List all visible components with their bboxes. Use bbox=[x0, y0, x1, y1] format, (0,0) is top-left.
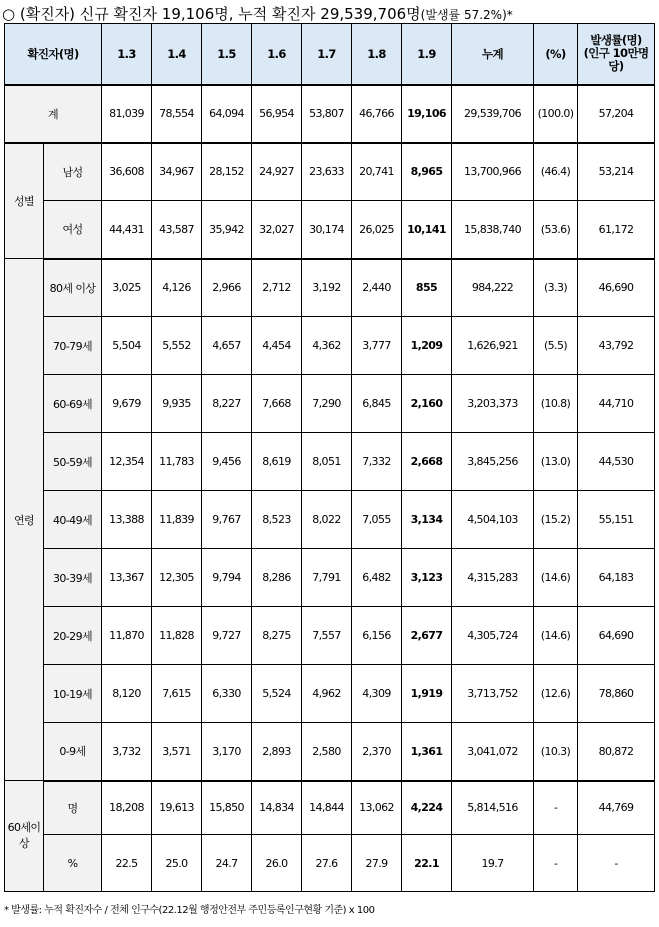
header-date: 1.8 bbox=[352, 24, 402, 85]
header-category: 확진자(명) bbox=[5, 24, 102, 85]
value: 3,777 bbox=[352, 317, 402, 375]
value-latest: 2,160 bbox=[402, 375, 452, 433]
header-date: 1.4 bbox=[152, 24, 202, 85]
footnote: * 발생률: 누적 확진자수 / 전체 인구수(22.12월 행정안전부 주민등록인구현황 기준) x 100 bbox=[4, 905, 375, 916]
table-header-row bbox=[5, 24, 655, 85]
value-latest: 2,677 bbox=[402, 607, 452, 665]
value-rate: 43,792 bbox=[578, 317, 655, 375]
value-latest: 2,668 bbox=[402, 433, 452, 491]
value-latest: 19,106 bbox=[402, 85, 452, 143]
value-percent: (14.6) bbox=[534, 549, 578, 607]
value: 56,954 bbox=[252, 85, 302, 143]
value: 7,055 bbox=[352, 491, 402, 549]
value-rate: 80,872 bbox=[578, 723, 655, 781]
value: 34,967 bbox=[152, 143, 202, 201]
table-row bbox=[5, 433, 655, 491]
group-label-age: 연령 bbox=[5, 259, 44, 781]
value-rate: 53,214 bbox=[578, 143, 655, 201]
value-percent: (12.6) bbox=[534, 665, 578, 723]
value-latest: 1,209 bbox=[402, 317, 452, 375]
row-label: 남성 bbox=[44, 143, 102, 201]
row-label: 40-49세 bbox=[44, 491, 102, 549]
value: 5,552 bbox=[152, 317, 202, 375]
value: 8,120 bbox=[102, 665, 152, 723]
value-percent: (13.0) bbox=[534, 433, 578, 491]
value: 7,668 bbox=[252, 375, 302, 433]
value: 8,227 bbox=[202, 375, 252, 433]
value-rate: - bbox=[578, 835, 655, 892]
row-label: 30-39세 bbox=[44, 549, 102, 607]
header-date: 1.5 bbox=[202, 24, 252, 85]
value: 7,290 bbox=[302, 375, 352, 433]
row-label: 명 bbox=[44, 781, 102, 835]
value: 2,966 bbox=[202, 259, 252, 317]
value: 25.0 bbox=[152, 835, 202, 892]
value: 4,962 bbox=[302, 665, 352, 723]
value: 9,767 bbox=[202, 491, 252, 549]
value-cumulative: 19.7 bbox=[452, 835, 534, 892]
value-cumulative: 4,504,103 bbox=[452, 491, 534, 549]
value-cumulative: 13,700,966 bbox=[452, 143, 534, 201]
row-label: 50-59세 bbox=[44, 433, 102, 491]
value: 13,388 bbox=[102, 491, 152, 549]
value: 44,431 bbox=[102, 201, 152, 259]
value: 12,354 bbox=[102, 433, 152, 491]
title-sub: (발생률 57.2%)* bbox=[420, 8, 513, 22]
value: 7,791 bbox=[302, 549, 352, 607]
value: 2,712 bbox=[252, 259, 302, 317]
value: 2,370 bbox=[352, 723, 402, 781]
value-latest: 8,965 bbox=[402, 143, 452, 201]
value-latest: 3,134 bbox=[402, 491, 452, 549]
value: 11,783 bbox=[152, 433, 202, 491]
table-row bbox=[5, 665, 655, 723]
value-latest: 1,919 bbox=[402, 665, 452, 723]
value-latest: 10,141 bbox=[402, 201, 452, 259]
value: 8,286 bbox=[252, 549, 302, 607]
value: 13,062 bbox=[352, 781, 402, 835]
header-date: 1.7 bbox=[302, 24, 352, 85]
value: 78,554 bbox=[152, 85, 202, 143]
value-rate: 44,769 bbox=[578, 781, 655, 835]
value: 11,870 bbox=[102, 607, 152, 665]
value-cumulative: 5,814,516 bbox=[452, 781, 534, 835]
value-cumulative: 4,305,724 bbox=[452, 607, 534, 665]
value: 6,156 bbox=[352, 607, 402, 665]
value: 8,051 bbox=[302, 433, 352, 491]
value-rate: 78,860 bbox=[578, 665, 655, 723]
group-label-sixty-plus: 60세이상 bbox=[5, 781, 44, 892]
value-percent: (100.0) bbox=[534, 85, 578, 143]
value-latest: 22.1 bbox=[402, 835, 452, 892]
table-row bbox=[5, 317, 655, 375]
table-row bbox=[5, 781, 655, 835]
value: 27.6 bbox=[302, 835, 352, 892]
value-cumulative: 984,222 bbox=[452, 259, 534, 317]
value: 8,022 bbox=[302, 491, 352, 549]
value: 7,332 bbox=[352, 433, 402, 491]
value: 24.7 bbox=[202, 835, 252, 892]
value: 35,942 bbox=[202, 201, 252, 259]
value: 3,571 bbox=[152, 723, 202, 781]
value: 9,794 bbox=[202, 549, 252, 607]
value: 4,454 bbox=[252, 317, 302, 375]
table-row bbox=[5, 491, 655, 549]
table-body bbox=[5, 85, 655, 892]
value: 14,844 bbox=[302, 781, 352, 835]
row-label: 10-19세 bbox=[44, 665, 102, 723]
value-cumulative: 3,845,256 bbox=[452, 433, 534, 491]
value-percent: - bbox=[534, 781, 578, 835]
value-rate: 55,151 bbox=[578, 491, 655, 549]
value: 4,309 bbox=[352, 665, 402, 723]
value: 32,027 bbox=[252, 201, 302, 259]
row-label: 0-9세 bbox=[44, 723, 102, 781]
value-rate: 64,183 bbox=[578, 549, 655, 607]
value-rate: 64,690 bbox=[578, 607, 655, 665]
table-row bbox=[5, 85, 655, 143]
value-percent: (10.3) bbox=[534, 723, 578, 781]
value-cumulative: 1,626,921 bbox=[452, 317, 534, 375]
title-main: ○ (확진자) 신규 확진자 19,106명, 누적 확진자 29,539,706명 bbox=[2, 5, 421, 23]
value-percent: (10.8) bbox=[534, 375, 578, 433]
value: 23,633 bbox=[302, 143, 352, 201]
value-percent: (15.2) bbox=[534, 491, 578, 549]
row-label-total: 계 bbox=[5, 85, 102, 143]
value: 12,305 bbox=[152, 549, 202, 607]
value: 4,126 bbox=[152, 259, 202, 317]
value: 81,039 bbox=[102, 85, 152, 143]
group-label-gender: 성별 bbox=[5, 143, 44, 259]
value-rate: 57,204 bbox=[578, 85, 655, 143]
value: 8,619 bbox=[252, 433, 302, 491]
value: 13,367 bbox=[102, 549, 152, 607]
table-row bbox=[5, 201, 655, 259]
value: 43,587 bbox=[152, 201, 202, 259]
value: 22.5 bbox=[102, 835, 152, 892]
value-latest: 1,361 bbox=[402, 723, 452, 781]
row-label: 70-79세 bbox=[44, 317, 102, 375]
value-cumulative: 3,203,373 bbox=[452, 375, 534, 433]
value: 4,657 bbox=[202, 317, 252, 375]
value: 6,845 bbox=[352, 375, 402, 433]
value-percent: (3.3) bbox=[534, 259, 578, 317]
value: 8,275 bbox=[252, 607, 302, 665]
row-label: 여성 bbox=[44, 201, 102, 259]
value-rate: 61,172 bbox=[578, 201, 655, 259]
header-cumulative: 누계 bbox=[452, 24, 534, 85]
value-percent: - bbox=[534, 835, 578, 892]
row-label: % bbox=[44, 835, 102, 892]
value: 11,839 bbox=[152, 491, 202, 549]
table-row bbox=[5, 549, 655, 607]
table-row bbox=[5, 835, 655, 892]
value: 46,766 bbox=[352, 85, 402, 143]
value-percent: (53.6) bbox=[534, 201, 578, 259]
value: 9,679 bbox=[102, 375, 152, 433]
value-percent: (14.6) bbox=[534, 607, 578, 665]
header-date: 1.6 bbox=[252, 24, 302, 85]
value: 30,174 bbox=[302, 201, 352, 259]
value-latest: 855 bbox=[402, 259, 452, 317]
value: 20,741 bbox=[352, 143, 402, 201]
header-date: 1.9 bbox=[402, 24, 452, 85]
value-rate: 46,690 bbox=[578, 259, 655, 317]
table-row bbox=[5, 607, 655, 665]
value: 18,208 bbox=[102, 781, 152, 835]
value-percent: (46.4) bbox=[534, 143, 578, 201]
value: 6,330 bbox=[202, 665, 252, 723]
value: 8,523 bbox=[252, 491, 302, 549]
table-row bbox=[5, 375, 655, 433]
cases-table bbox=[4, 23, 655, 892]
value: 5,504 bbox=[102, 317, 152, 375]
value-cumulative: 3,041,072 bbox=[452, 723, 534, 781]
value-cumulative: 4,315,283 bbox=[452, 549, 534, 607]
value: 28,152 bbox=[202, 143, 252, 201]
header-rate bbox=[578, 24, 655, 85]
value-cumulative: 3,713,752 bbox=[452, 665, 534, 723]
table-row bbox=[5, 259, 655, 317]
header-rate-text: 발생률(명) (인구 10만명 당) bbox=[583, 33, 649, 74]
value: 24,927 bbox=[252, 143, 302, 201]
value: 53,807 bbox=[302, 85, 352, 143]
value: 11,828 bbox=[152, 607, 202, 665]
value: 9,935 bbox=[152, 375, 202, 433]
value: 3,732 bbox=[102, 723, 152, 781]
table-row bbox=[5, 723, 655, 781]
row-label: 20-29세 bbox=[44, 607, 102, 665]
value-rate: 44,710 bbox=[578, 375, 655, 433]
value: 26.0 bbox=[252, 835, 302, 892]
value: 3,192 bbox=[302, 259, 352, 317]
value: 2,440 bbox=[352, 259, 402, 317]
value-percent: (5.5) bbox=[534, 317, 578, 375]
value: 14,834 bbox=[252, 781, 302, 835]
value: 4,362 bbox=[302, 317, 352, 375]
value-cumulative: 15,838,740 bbox=[452, 201, 534, 259]
value-cumulative: 29,539,706 bbox=[452, 85, 534, 143]
value: 2,893 bbox=[252, 723, 302, 781]
value-latest: 3,123 bbox=[402, 549, 452, 607]
value: 3,025 bbox=[102, 259, 152, 317]
value: 9,456 bbox=[202, 433, 252, 491]
value-rate: 44,530 bbox=[578, 433, 655, 491]
value: 7,557 bbox=[302, 607, 352, 665]
value: 2,580 bbox=[302, 723, 352, 781]
value: 3,170 bbox=[202, 723, 252, 781]
value: 6,482 bbox=[352, 549, 402, 607]
value: 64,094 bbox=[202, 85, 252, 143]
value: 15,850 bbox=[202, 781, 252, 835]
report-title bbox=[2, 3, 513, 23]
header-percent: (%) bbox=[534, 24, 578, 85]
table-row bbox=[5, 143, 655, 201]
header-date: 1.3 bbox=[102, 24, 152, 85]
value: 26,025 bbox=[352, 201, 402, 259]
value: 7,615 bbox=[152, 665, 202, 723]
value: 36,608 bbox=[102, 143, 152, 201]
row-label: 80세 이상 bbox=[44, 259, 102, 317]
row-label: 60-69세 bbox=[44, 375, 102, 433]
value: 9,727 bbox=[202, 607, 252, 665]
value: 5,524 bbox=[252, 665, 302, 723]
value-latest: 4,224 bbox=[402, 781, 452, 835]
value: 27.9 bbox=[352, 835, 402, 892]
value: 19,613 bbox=[152, 781, 202, 835]
